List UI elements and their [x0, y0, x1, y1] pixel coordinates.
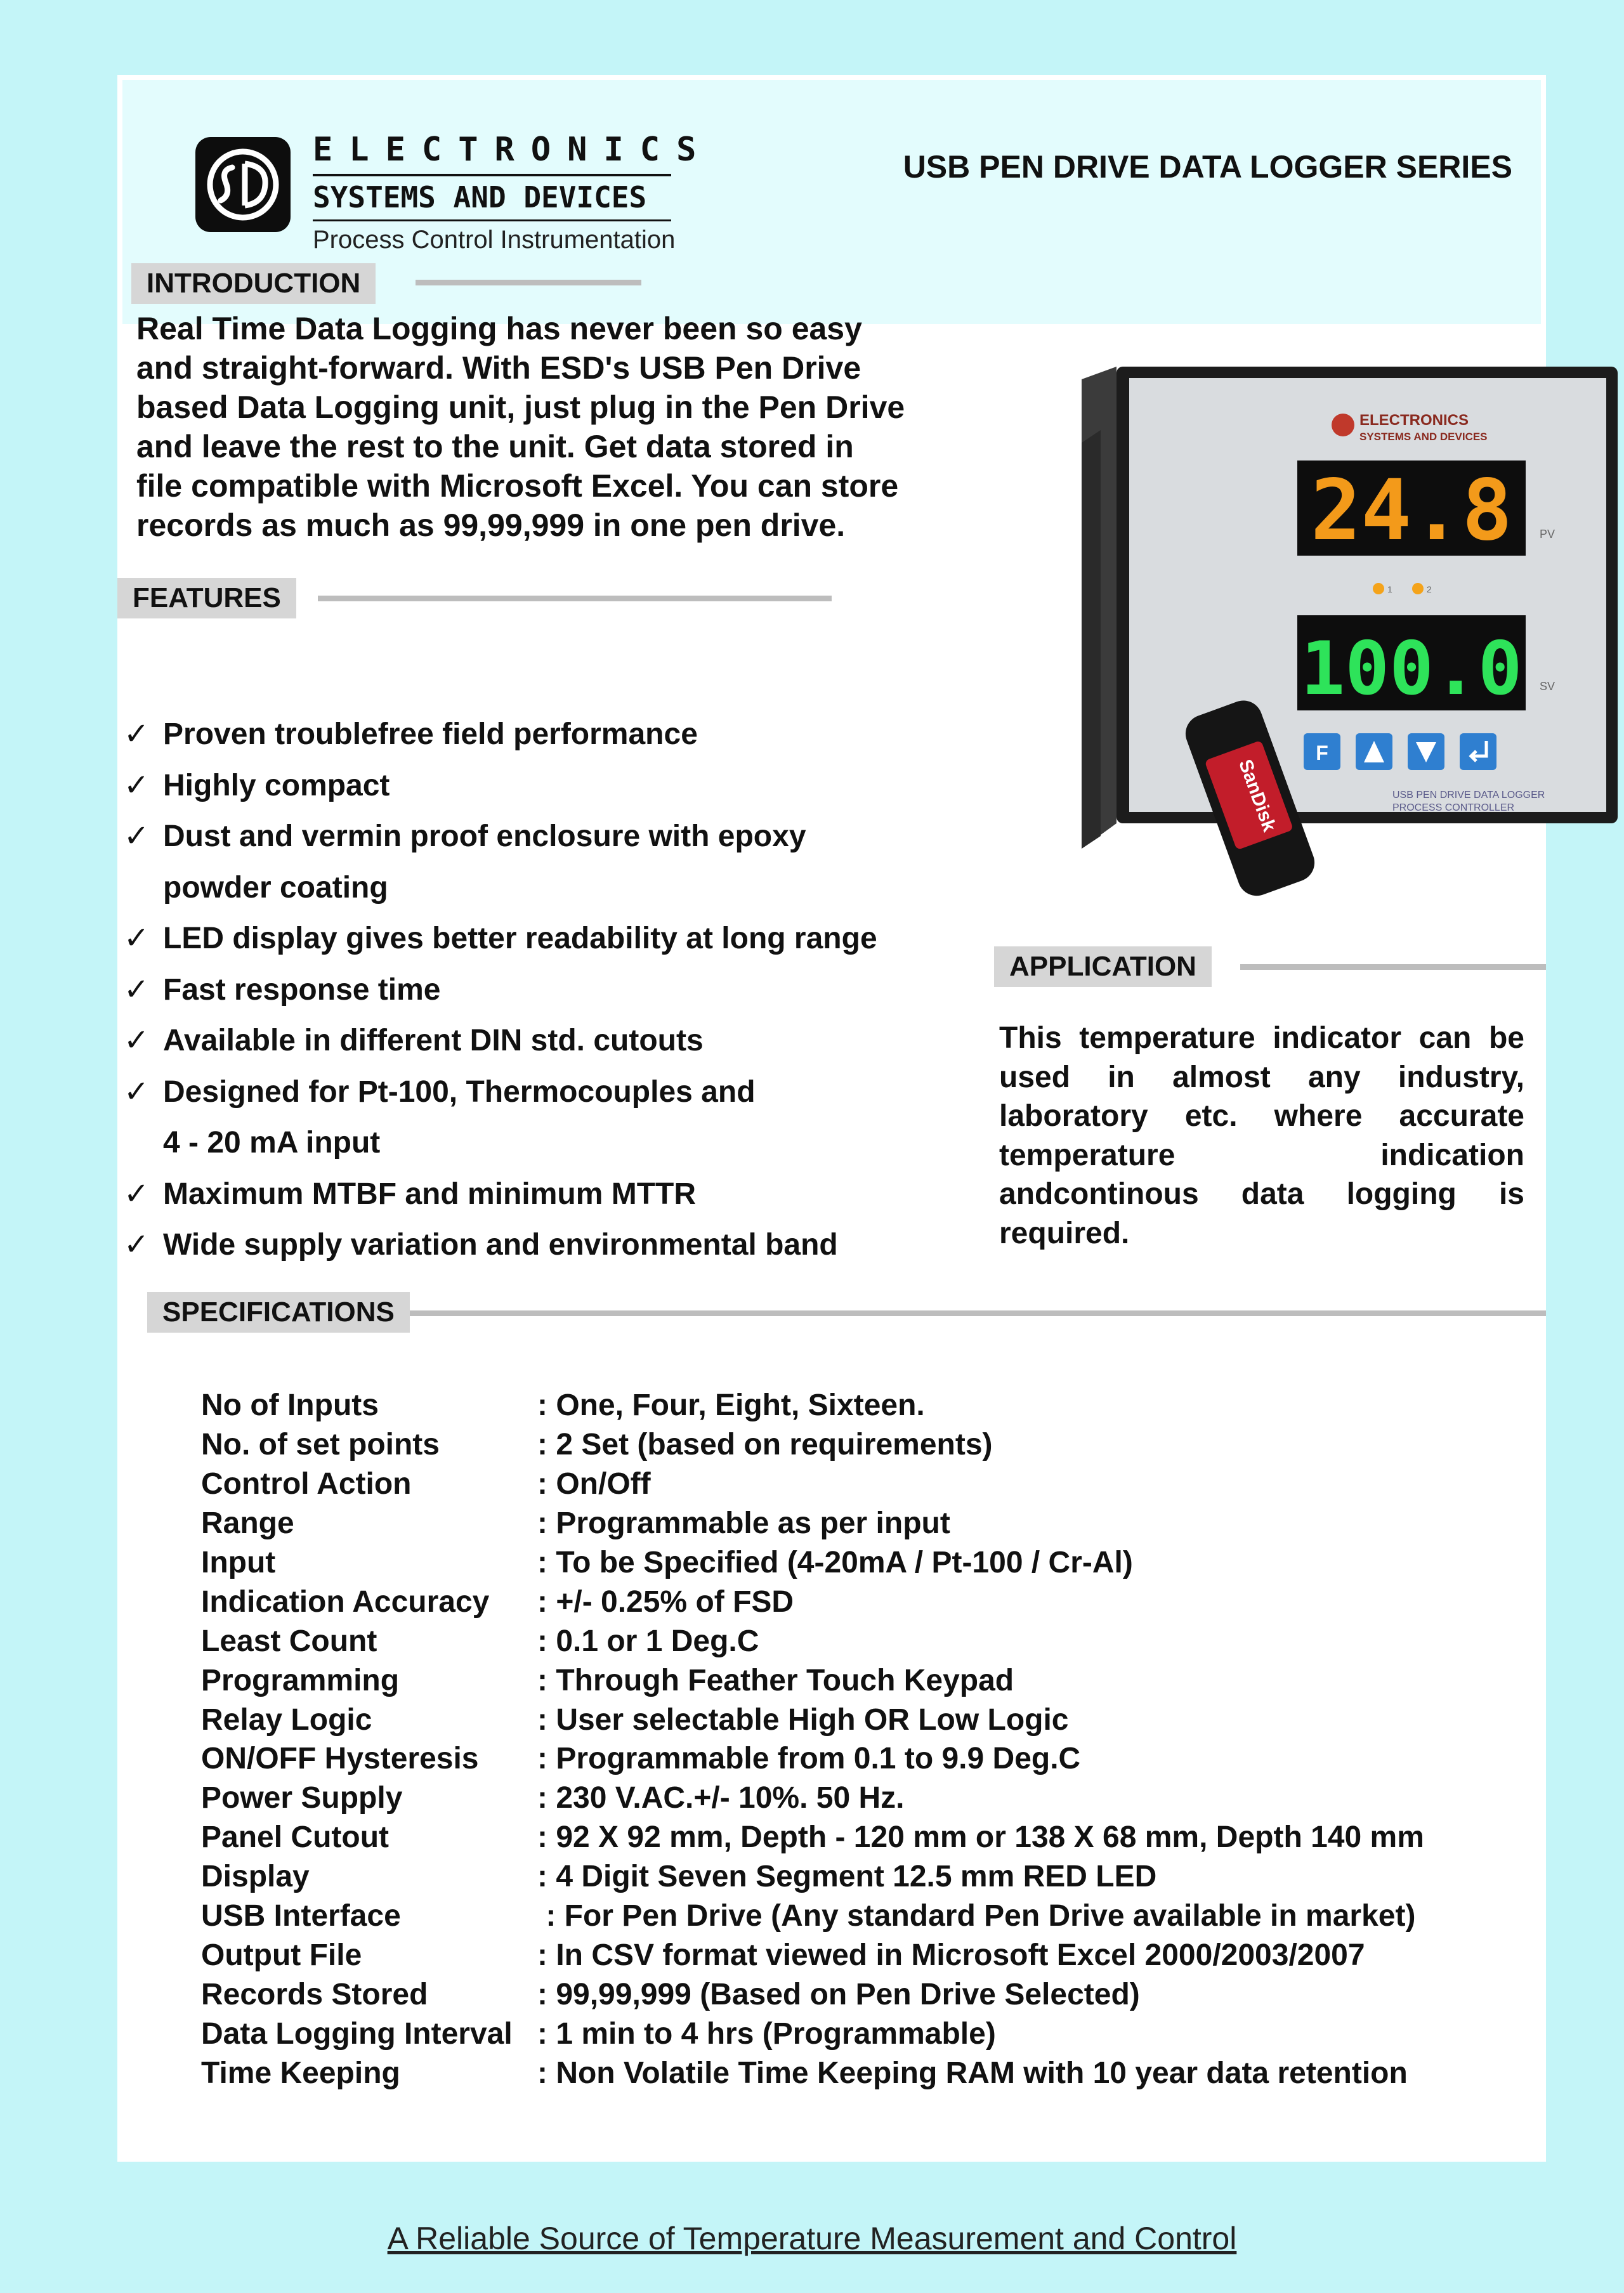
spec-row [201, 1582, 1533, 1621]
spec-value: : 1 min to 4 hrs (Programmable) [537, 2016, 996, 2051]
company-logo [195, 124, 713, 270]
spec-label: Data Logging Interval [201, 2016, 513, 2051]
feature-item [124, 1220, 993, 1271]
introduction-line: based Data Logging unit, just plug in the Pen Drive [136, 389, 905, 425]
spec-value: : 2 Set (based on requirements) [537, 1428, 993, 1462]
feature-item [124, 1118, 993, 1169]
spec-label: Input [201, 1546, 276, 1579]
spec-row [201, 1739, 1533, 1779]
spec-value: : 230 V.AC.+/- 10%. 50 Hz. [537, 1781, 905, 1815]
logo-divider [313, 219, 671, 221]
spec-value: : In CSV format viewed in Microsoft Excel 2000/2003/2007 [537, 1938, 1365, 1972]
device-footer-line2: PROCESS CONTROLLER [1392, 802, 1515, 813]
f-key-label: F [1316, 741, 1328, 764]
feature-item [124, 913, 993, 965]
spec-label: Programming [201, 1663, 400, 1697]
esd-logo-icon [195, 137, 291, 232]
checkmark-icon [124, 863, 163, 914]
feature-text: 4 - 20 mA input [163, 1126, 381, 1160]
status-led-1 [1373, 583, 1384, 594]
feature-item [124, 1067, 993, 1118]
spec-row [201, 1975, 1533, 2014]
spec-row [201, 1543, 1533, 1583]
spec-row [201, 1661, 1533, 1700]
sv-display: 100.0 [1300, 626, 1522, 712]
introduction-text [136, 309, 961, 545]
led-label-2: 2 [1427, 584, 1432, 594]
spec-row [201, 2014, 1533, 2053]
spec-value: : Programmable as per input [537, 1506, 950, 1541]
spec-label: Records Stored [201, 1977, 428, 2011]
specifications-heading: SPECIFICATIONS [147, 1292, 410, 1333]
spec-label: Power Supply [201, 1781, 403, 1815]
spec-row [201, 1857, 1533, 1897]
spec-value: : User selectable High OR Low Logic [537, 1702, 1069, 1737]
spec-label: Indication Accuracy [201, 1584, 490, 1619]
device-brand-line1: ELECTRONICS [1359, 412, 1469, 429]
feature-text: Wide supply variation and environmental band [163, 1228, 838, 1262]
checkmark-icon: ✓ [124, 1075, 150, 1109]
feature-text: Proven troublefree field performance [163, 717, 698, 751]
spec-row [201, 1897, 1533, 1936]
spec-label: ON/OFF Hysteresis [201, 1742, 479, 1776]
spec-value: : +/- 0.25% of FSD [537, 1584, 794, 1619]
checkmark-icon [124, 1118, 163, 1169]
feature-text: Designed for Pt-100, Thermocouples and [163, 1075, 756, 1109]
data-logger-device-image [1063, 367, 1624, 925]
spec-label: USB Interface [201, 1899, 401, 1933]
checkmark-icon: ✓ [124, 1228, 150, 1262]
section-rule [276, 1310, 1546, 1316]
spec-label: Least Count [201, 1624, 377, 1658]
feature-text: LED display gives better readability at long range [163, 922, 877, 955]
spec-row [201, 1425, 1533, 1465]
feature-item [124, 811, 993, 863]
section-rule [318, 596, 832, 601]
spec-row [201, 1700, 1533, 1739]
spec-value: : To be Specified (4-20mA / Pt-100 / Cr-Al) [537, 1546, 1133, 1579]
checkmark-icon: ✓ [124, 820, 150, 853]
logo-line-systems: SYSTEMS AND DEVICES [313, 180, 647, 214]
spec-value: : 92 X 92 mm, Depth - 120 mm or 138 X 68 mm, Depth 140 mm [537, 1820, 1424, 1855]
feature-item [124, 761, 993, 812]
feature-text: Maximum MTBF and minimum MTTR [163, 1177, 696, 1211]
spec-label: Display [201, 1860, 310, 1894]
application-text: This temperature indicator can be used in almost any industry, laboratory etc. where accurate temperature indication andcontinous data logging is required. [999, 1021, 1524, 1250]
logo-divider [313, 174, 671, 176]
spec-row [201, 1621, 1533, 1661]
spec-row [201, 2053, 1533, 2093]
feature-item [124, 709, 993, 761]
sv-label: SV [1540, 680, 1555, 693]
introduction-line: file compatible with Microsoft Excel. You can store [136, 468, 899, 504]
spec-label: Output File [201, 1938, 362, 1972]
enter-key [1460, 733, 1496, 770]
checkmark-icon: ✓ [124, 1024, 150, 1057]
checkmark-icon: ✓ [124, 768, 150, 802]
section-rule [416, 280, 641, 285]
introduction-line: records as much as 99,99,999 in one pen drive. [136, 507, 846, 543]
checkmark-icon: ✓ [124, 922, 150, 955]
feature-item [124, 863, 993, 914]
status-led-2 [1412, 583, 1424, 594]
spec-row [201, 1465, 1533, 1504]
device-brand-line2: SYSTEMS AND DEVICES [1359, 431, 1488, 443]
pen-drive-brand: SanDisk [1234, 756, 1280, 835]
spec-label: Control Action [201, 1467, 412, 1501]
spec-value: : For Pen Drive (Any standard Pen Drive available in market) [537, 1899, 1416, 1933]
spec-value: : Programmable from 0.1 to 9.9 Deg.C [537, 1742, 1081, 1776]
device-footer-line1: USB PEN DRIVE DATA LOGGER [1392, 790, 1545, 800]
pv-label: PV [1540, 528, 1555, 540]
spec-row [201, 1935, 1533, 1975]
spec-row [201, 1818, 1533, 1857]
feature-text: powder coating [163, 870, 388, 905]
spec-row [201, 1779, 1533, 1818]
spec-value: : On/Off [537, 1467, 651, 1501]
feature-text: Fast response time [163, 972, 441, 1007]
feature-item [124, 965, 993, 1016]
spec-value: : 99,99,999 (Based on Pen Drive Selected) [537, 1977, 1140, 2011]
spec-value: : 4 Digit Seven Segment 12.5 mm RED LED [537, 1860, 1157, 1894]
spec-value: : Non Volatile Time Keeping RAM with 10 year data retention [537, 2056, 1408, 2090]
checkmark-icon: ✓ [124, 717, 150, 751]
spec-label: Range [201, 1506, 294, 1541]
introduction-line: and leave the rest to the unit. Get data stored in [136, 429, 854, 464]
spec-row [201, 1504, 1533, 1543]
spec-label: No. of set points [201, 1428, 440, 1462]
spec-value: : 0.1 or 1 Deg.C [537, 1624, 759, 1658]
logo-tagline: Process Control Instrumentation [313, 226, 676, 254]
spec-value: : One, Four, Eight, Sixteen. [537, 1388, 925, 1423]
section-rule [1240, 964, 1546, 970]
datasheet-page [117, 75, 1555, 2162]
introduction-heading: INTRODUCTION [131, 263, 376, 304]
checkmark-icon: ✓ [124, 1177, 150, 1211]
pv-display: 24.8 [1311, 462, 1512, 559]
features-list [124, 709, 993, 1271]
spec-label: Panel Cutout [201, 1820, 389, 1855]
spec-row [201, 1386, 1533, 1425]
feature-text: Available in different DIN std. cutouts [163, 1024, 704, 1057]
introduction-line: Real Time Data Logging has never been so easy [136, 311, 862, 346]
application-heading: APPLICATION [994, 946, 1212, 987]
feature-text: Highly compact [163, 768, 390, 802]
footer-tagline: A Reliable Source of Temperature Measurement and Control [387, 2221, 1237, 2256]
feature-text: Dust and vermin proof enclosure with epoxy [163, 820, 806, 853]
led-label-1: 1 [1387, 584, 1392, 594]
spec-value: : Through Feather Touch Keypad [537, 1663, 1014, 1697]
spec-label: No of Inputs [201, 1388, 379, 1423]
spec-label: Time Keeping [201, 2056, 400, 2090]
introduction-line: and straight-forward. With ESD's USB Pen Drive [136, 350, 861, 386]
features-heading: FEATURES [117, 578, 296, 618]
spec-label: Relay Logic [201, 1702, 372, 1737]
logo-line-electronics: ELECTRONICS [313, 131, 713, 169]
specifications-table [201, 1386, 1533, 2093]
series-title: USB PEN DRIVE DATA LOGGER SERIES [903, 149, 1512, 185]
feature-item [124, 1169, 993, 1220]
checkmark-icon: ✓ [124, 972, 150, 1007]
feature-item [124, 1016, 993, 1067]
